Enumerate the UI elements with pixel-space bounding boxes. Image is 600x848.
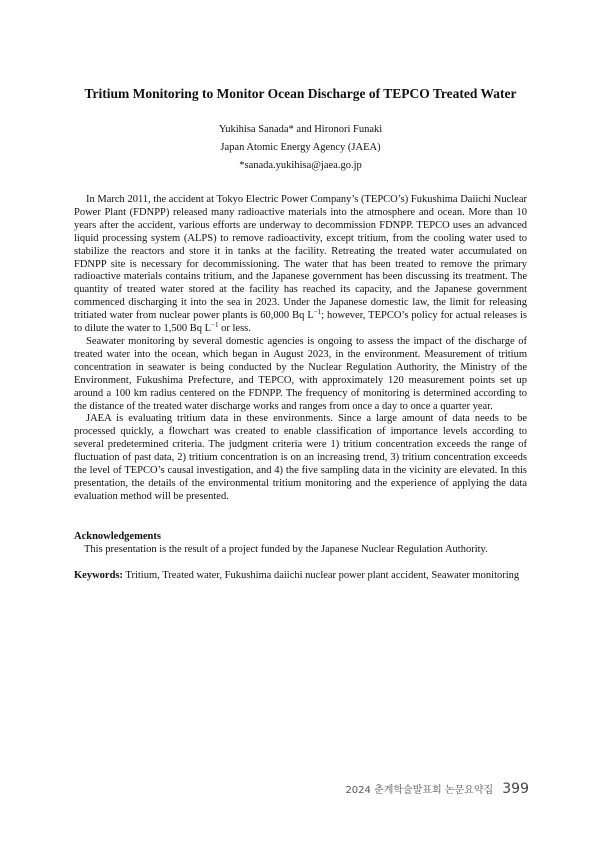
acknowledgements-text: This presentation is the result of a project funded by the Japanese Nuclear Regulation Authority. — [84, 544, 488, 555]
author-list: Yukihisa Sanada* and Hironori Funaki — [218, 124, 383, 135]
keywords-line — [74, 570, 534, 581]
acknowledgements-heading: Acknowledgements — [74, 531, 161, 542]
unit-superscript: −1 — [211, 321, 219, 330]
abstract-body — [74, 194, 527, 504]
unit-superscript: −1 — [313, 308, 322, 317]
keywords-label: Keywords: — [74, 570, 123, 581]
keywords-text: Tritium, Treated water, Fukushima daiichi nuclear power plant accident, Seawater monitoring — [123, 570, 520, 581]
paragraph-1-text-b: ; however, TEPCO’s policy for actual releases is to dilute the water to 1,500 Bq L — [74, 310, 527, 335]
abstract-paragraph-2: Seawater monitoring by several domestic agencies is ongoing to assess the impact of the discharge of treated water into the ocean, which began in August 2023, in the environment. Measurement of tritium concentration in seawater is being conducted by the Nuclear Regulation Authority, the Ministry of the Environment, Fukushima Prefecture, and TEPCO, with approximately 120 measurement points set up around a 100 km radius centered on the FDNPP. The frequency of monitoring is determined according to the distance of the treated water discharge works and ranges from once a day to once a quarter year. — [74, 335, 527, 412]
page-number: 399 — [502, 780, 529, 797]
paper-title: Tritium Monitoring to Monitor Ocean Discharge of TEPCO Treated Water — [84, 86, 517, 101]
paragraph-1-text-a: In March 2011, the accident at Tokyo Electric Power Company’s (TEPCO’s) Fukushima Daiichi Nuclear Power Plant (FDNPP) released many radioactive materials into the atmosphere and ocean. More than 10 years after the accident, various efforts are underway to decommission FDNPP. TEPCO uses an advanced liquid processing system (ALPS) to remove radioactivity, except tritium, from the cooling water used to stabilize the reactors and store it in tanks at the facility. Retreating the treated water accumulated on FDNPP site is necessary for decommissioning. The water that has been treated to remove the primary radioactive materials contains tritium, and the Japanese government has been discussing its treatment. The quantity of treated water stored at the facility has reached its capacity, and the Japanese government commenced discharging it into the sea in 2023. Under the Japanese domestic law, the limit for releasing tritiated water from nuclear power plants is 60,000 Bq L — [74, 194, 527, 322]
contact-email: *sanada.yukihisa@jaea.go.jp — [239, 160, 362, 171]
abstract-paragraph-1 — [74, 194, 527, 336]
abstract-paragraph-3: JAEA is evaluating tritium data in these environments. Since a large amount of data needs to be processed quickly, a flowchart was created to enable classification of importance levels according to several predetermined criteria. The judgment criteria were 1) tritium concentration exceeds the range of fluctuation of past data, 2) tritium concentration is on an increasing trend, 3) tritium concentration exceeds the level of TEPCO’s causal investigation, and 4) the five sampling data in the vicinity are elevated. In this presentation, the details of the environmental tritium monitoring and the experience of applying the data evaluation method will be presented. — [74, 413, 527, 502]
paper-page — [74, 0, 527, 848]
conference-name: 2024 춘계학술발표회 논문요약집 — [345, 785, 494, 796]
page-footer — [345, 778, 529, 797]
paragraph-1-text-c: or less. — [218, 323, 251, 335]
affiliation: Japan Atomic Energy Agency (JAEA) — [220, 142, 381, 153]
